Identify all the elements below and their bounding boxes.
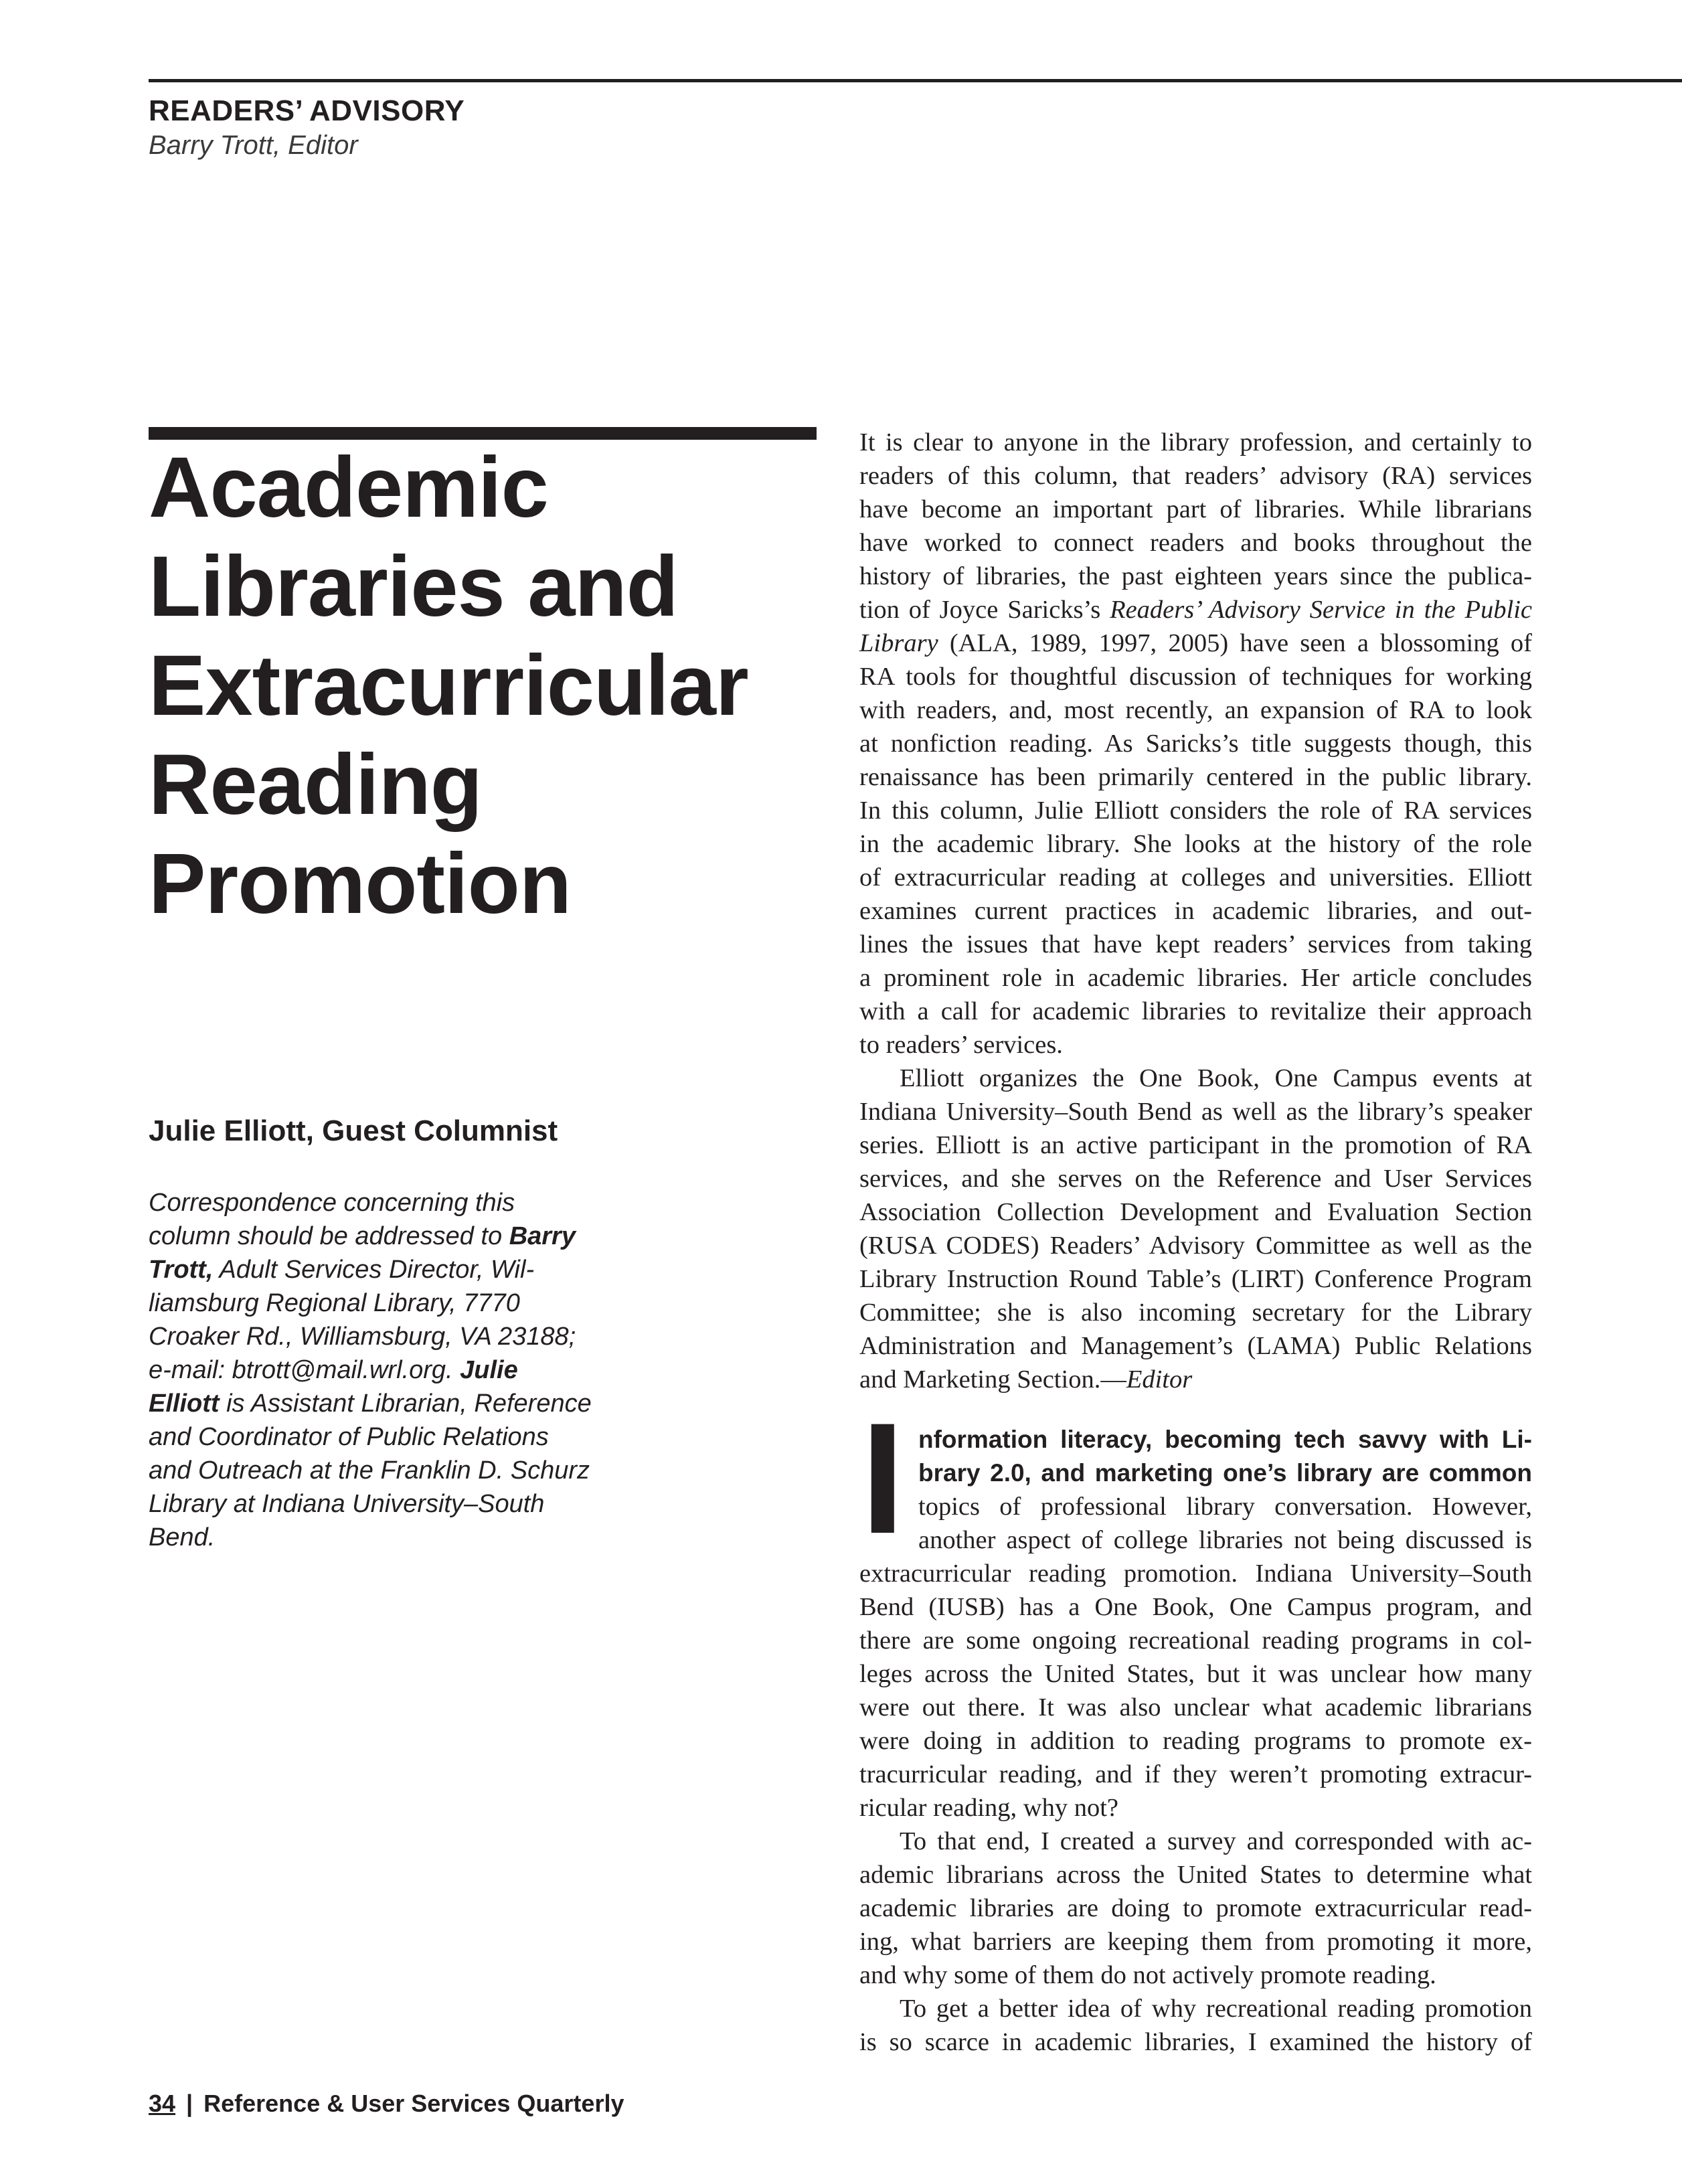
body-line: ing, what barriers are keeping them from promoting it more,	[859, 1928, 1532, 1956]
intro-line: to readers’ services.	[859, 1031, 1063, 1059]
book-title: Readers’ Advisory Service in the Public	[1110, 596, 1533, 624]
correspondence-text: Adult Services Director, Wil-	[213, 1256, 535, 1284]
correspondence-text: and Outreach at the Franklin D. Schurz	[149, 1456, 590, 1485]
body-line: were out there. It was also unclear what academic librarians	[859, 1693, 1532, 1721]
correspondence-line	[149, 1286, 657, 1320]
book-title: Library	[859, 629, 938, 657]
correspondence-text: Bend.	[149, 1523, 216, 1551]
intro-line: series. Elliott is an active participant in the promotion of RA	[859, 1131, 1532, 1159]
article-body	[859, 1423, 1532, 2059]
correspondence-line	[149, 1320, 657, 1353]
body-line: topics of professional library conversation. However,	[918, 1493, 1532, 1521]
intro-line: It is clear to anyone in the library profession, and certainly to	[859, 428, 1532, 456]
correspondence-line	[149, 1220, 657, 1253]
intro-line: in the academic library. She looks at the history of the role	[859, 830, 1532, 858]
intro-line: services, and she serves on the Reference and User Services	[859, 1165, 1532, 1193]
correspondence-line	[149, 1420, 657, 1454]
editor-name: Trott,	[149, 1256, 214, 1284]
editor-signature: Editor	[1126, 1365, 1193, 1394]
intro-line: have worked to connect readers and books throughout the	[859, 529, 1532, 557]
intro-line: (RUSA CODES) Readers’ Advisory Committee as well as the	[859, 1232, 1532, 1260]
correspondence-text: and Coordinator of Public Relations	[149, 1423, 549, 1451]
correspondence-text: is Assistant Librarian, Reference	[219, 1390, 592, 1418]
intro-line: renaissance has been primarily centered in the public library.	[859, 763, 1532, 791]
body-line: To that end, I created a survey and corresponded with ac-	[900, 1827, 1532, 1855]
top-rule	[149, 79, 1682, 82]
correspondence-line	[149, 1454, 657, 1487]
intro-line: lines the issues that have kept readers’ services from taking	[859, 930, 1532, 958]
title-line: Reading	[149, 737, 482, 833]
body-line: To get a better idea of why recreational reading promotion	[900, 1995, 1532, 2023]
correspondence-text: column should be addressed to	[149, 1222, 509, 1250]
intro-line: In this column, Julie Elliott considers the role of RA services	[859, 796, 1532, 825]
page-number: 34	[149, 2090, 176, 2117]
intro-line: a prominent role in academic libraries. Her article concludes	[859, 964, 1532, 992]
body-line: extracurricular reading promotion. Indiana University–South	[859, 1560, 1532, 1588]
correspondence-line	[149, 1353, 657, 1387]
body-line: leges across the United States, but it was unclear how many	[859, 1660, 1532, 1688]
journal-name: Reference & User Services Quarterly	[203, 2090, 624, 2117]
intro-line	[859, 593, 1532, 626]
footer-separator: |	[186, 2090, 193, 2117]
body-line: nformation literacy, becoming tech savvy with Li-	[918, 1426, 1532, 1453]
intro-line	[859, 1363, 1532, 1396]
body-line: there are some ongoing recreational reading programs in col-	[859, 1626, 1532, 1655]
body-line: and why some of them do not actively promote reading.	[859, 1961, 1436, 1989]
title-line: Promotion	[149, 836, 571, 932]
title-line: Libraries and	[149, 539, 678, 635]
section-title: READERS’ ADVISORY	[149, 94, 465, 127]
intro-line: have become an important part of libraries. While librarians	[859, 495, 1532, 523]
intro-line: with readers, and, most recently, an expansion of RA to look	[859, 696, 1532, 724]
correspondence-line	[149, 1487, 657, 1521]
intro-text: (ALA, 1989, 1997, 2005) have seen a blossoming of	[938, 629, 1532, 657]
intro-line: at nonfiction reading. As Saricks’s title suggests though, this	[859, 730, 1532, 758]
intro-line: Library Instruction Round Table’s (LIRT) Conference Program	[859, 1265, 1532, 1293]
intro-line: history of libraries, the past eighteen years since the publica-	[859, 562, 1532, 590]
byline: Julie Elliott, Guest Columnist	[149, 1114, 558, 1147]
intro-text: and Marketing Section.—	[859, 1365, 1126, 1394]
body-line: were doing in addition to reading programs to promote ex-	[859, 1727, 1532, 1755]
body-line: Bend (IUSB) has a One Book, One Campus program, and	[859, 1593, 1532, 1621]
body-line: academic libraries are doing to promote extracurricular read-	[859, 1894, 1532, 1922]
intro-line: RA tools for thoughtful discussion of techniques for working	[859, 663, 1532, 691]
intro-line: Committee; she is also incoming secretary for the Library	[859, 1298, 1532, 1327]
body-line: tracurricular reading, and if they weren’t promoting extracur-	[859, 1760, 1532, 1788]
page-footer	[149, 2087, 624, 2120]
correspondence-line	[149, 1521, 657, 1554]
intro-line	[859, 626, 1532, 660]
author-name: Elliott	[149, 1390, 220, 1418]
correspondence-note	[149, 1186, 657, 1554]
intro-line: readers of this column, that readers’ advisory (RA) services	[859, 462, 1532, 490]
intro-line: Association Collection Development and Evaluation Section	[859, 1198, 1532, 1226]
intro-line: Administration and Management’s (LAMA) Public Relations	[859, 1332, 1532, 1360]
author-name: Julie	[460, 1356, 518, 1384]
body-line: ademic librarians across the United States to determine what	[859, 1861, 1532, 1889]
body-line: is so scarce in academic libraries, I examined the history of	[859, 2028, 1532, 2056]
correspondence-line	[149, 1186, 657, 1220]
title-line: Academic	[149, 440, 548, 535]
intro-line: examines current practices in academic libraries, and out-	[859, 897, 1532, 925]
correspondence-text: Library at Indiana University–South	[149, 1490, 545, 1518]
correspondence-text: Croaker Rd., Williamsburg, VA 23188;	[149, 1323, 576, 1351]
correspondence-email: e-mail: btrott@mail.wrl.org.	[149, 1356, 460, 1384]
intro-text: tion of Joyce Saricks’s	[859, 596, 1110, 624]
section-editor: Barry Trott, Editor	[149, 131, 358, 160]
editor-name: Barry	[509, 1222, 576, 1250]
intro-line: Elliott organizes the One Book, One Campus events at	[900, 1064, 1532, 1092]
intro-line: with a call for academic libraries to revitalize their approach	[859, 997, 1532, 1025]
editor-introduction	[859, 426, 1532, 1396]
title-line: Extracurricular	[149, 638, 748, 734]
article-title	[149, 438, 818, 934]
intro-line: of extracurricular reading at colleges and universities. Elliott	[859, 863, 1532, 892]
correspondence-text: Correspondence concerning this	[149, 1189, 515, 1217]
correspondence-line	[149, 1253, 657, 1286]
body-line: ricular reading, why not?	[859, 1794, 1118, 1822]
correspondence-line	[149, 1387, 657, 1420]
body-line: another aspect of college libraries not being discussed is	[918, 1526, 1532, 1554]
correspondence-text: liamsburg Regional Library, 7770	[149, 1289, 520, 1317]
body-line: brary 2.0, and marketing one’s library are common	[918, 1459, 1532, 1487]
intro-line: Indiana University–South Bend as well as the library’s speaker	[859, 1098, 1532, 1126]
drop-cap-letter: I	[861, 1390, 905, 1567]
